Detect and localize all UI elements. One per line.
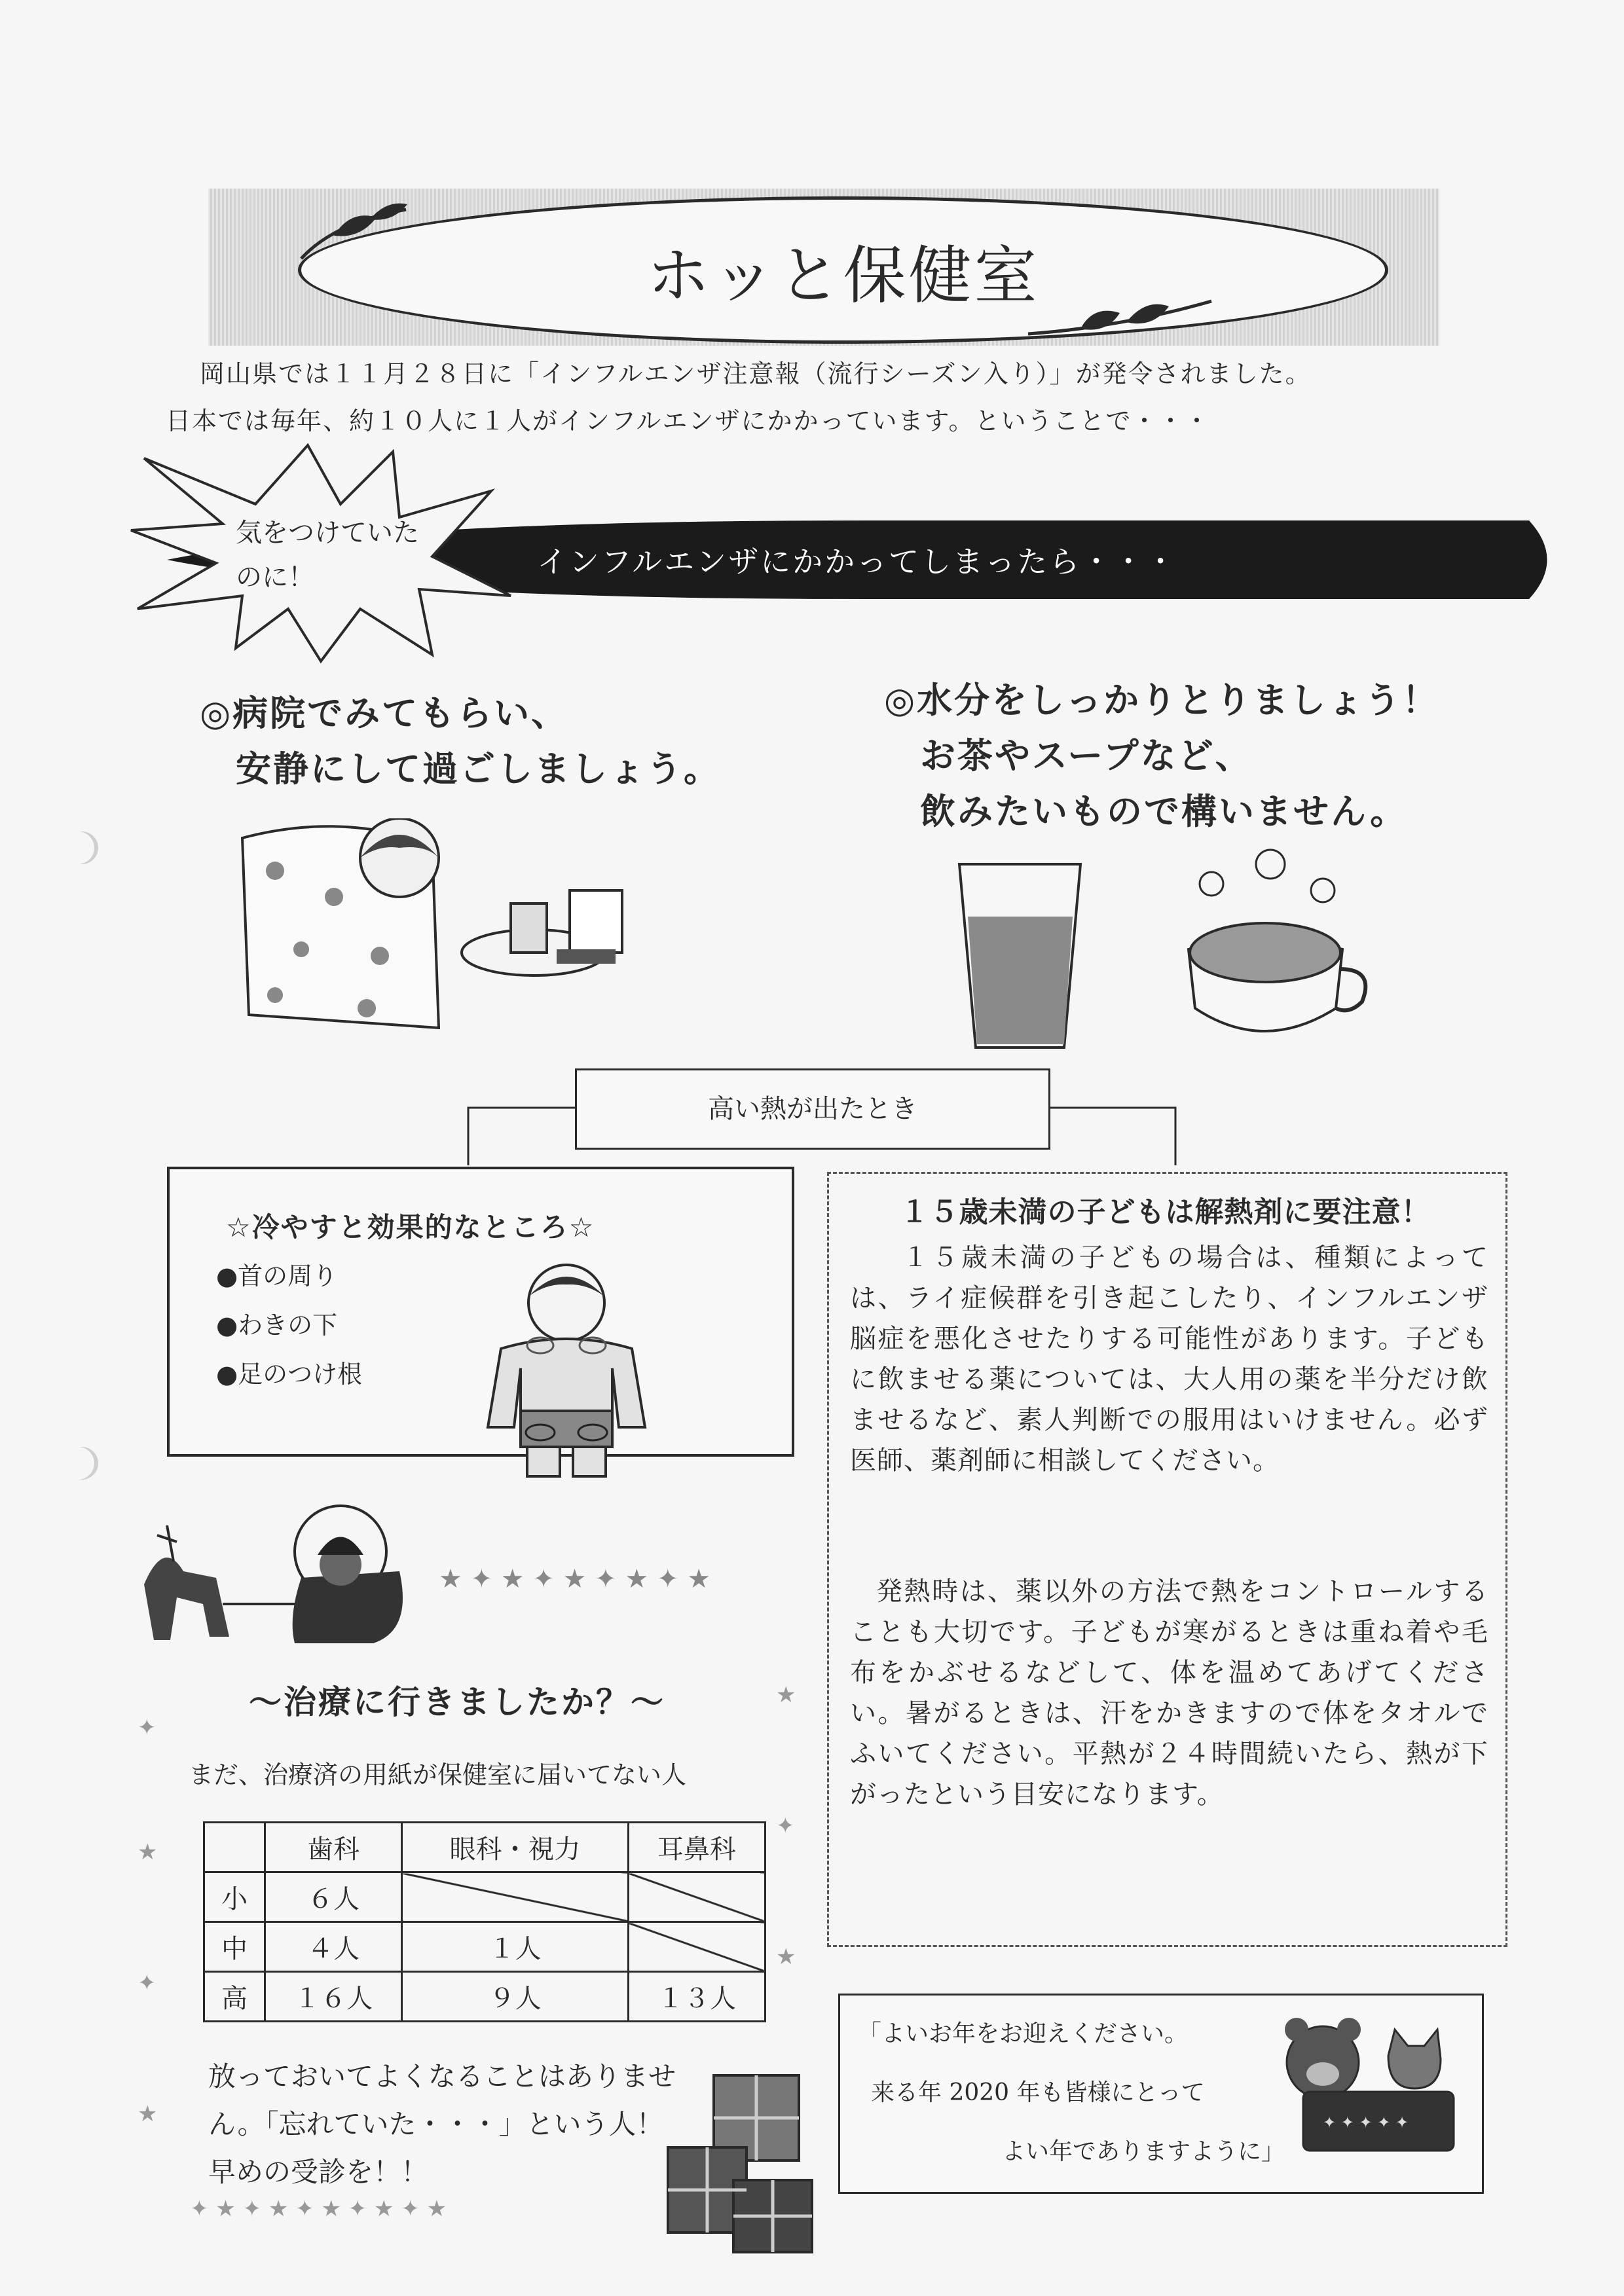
column-header: 歯科 bbox=[265, 1823, 402, 1872]
table-cell: ９人 bbox=[402, 1972, 628, 2022]
fever-label: 高い熱が出たとき bbox=[575, 1068, 1050, 1150]
star-decoration-icon bbox=[131, 1702, 170, 2226]
burst-text bbox=[236, 511, 452, 600]
table-row bbox=[204, 1872, 766, 1922]
banner-text: インフルエンザにかかってしまったら・・・ bbox=[537, 544, 1178, 579]
advice-right-2: お茶やスープなど、 bbox=[920, 735, 1253, 776]
svg-text:★: ★ bbox=[138, 2101, 158, 2127]
warning-paragraph-2: 発熱時は、薬以外の方法で熱をコントロールすることも大切です。子どもが寒がるときは重ね着や毛布をかぶせるなどして、体を温めてあげてください。暑がるときは、汗をかきますので体をタオルでふいてください。平熱が２４時間続いたら、熱が下がったという目安になります。 bbox=[850, 1576, 1488, 1810]
page-title: ホッと保健室 bbox=[646, 239, 1040, 312]
treatment-title: ～治療に行きましたか？～ bbox=[249, 1683, 665, 1721]
new-year-line-1: 「よいお年をお迎えください。 bbox=[858, 2020, 1189, 2047]
new-year-line-2: 来る年 2020 年も皆様にとって bbox=[871, 2079, 1205, 2106]
table-cell: １６人 bbox=[265, 1972, 402, 2022]
sick-child-in-bed-illustration bbox=[236, 818, 681, 1034]
table-header-row bbox=[204, 1823, 766, 1872]
svg-text:✦: ✦ bbox=[138, 1970, 157, 1996]
new-year-line-3: よい年でありますように」 bbox=[1002, 2138, 1285, 2165]
table-row bbox=[204, 1922, 766, 1972]
cooling-title: ☆冷やすと効果的なところ☆ bbox=[226, 1211, 595, 1243]
treatment-table bbox=[203, 1821, 766, 2022]
table-cell: ４人 bbox=[265, 1922, 402, 1972]
svg-text:✦: ✦ bbox=[138, 1715, 157, 1741]
table-cell: １人 bbox=[402, 1922, 628, 1972]
table-cell bbox=[628, 1872, 765, 1922]
table-cell: ６人 bbox=[265, 1872, 402, 1922]
warning-paragraph-1: １５歳未満の子どもの場合は、種類によっては、ライ症候群を引き起こしたり、インフルエンザ脳症を悪化させたりする可能性があります。子どもに飲ませる薬については、大人用の薬を半分だけ飲ませるなど、素人判断での服用はいけません。必ず医師、薬剤師に相談してください。 bbox=[850, 1243, 1488, 1476]
burst-line-1: 気をつけていた bbox=[236, 518, 419, 548]
table-cell bbox=[628, 1922, 765, 1972]
boy-body-illustration bbox=[449, 1264, 684, 1480]
svg-text:★ ✦ ★ ✦ ★ ✦ ★ ✦ ★: ★ ✦ ★ ✦ ★ ✦ ★ ✦ ★ bbox=[439, 1564, 711, 1594]
cooling-item-armpit: ●わきの下 bbox=[216, 1311, 338, 1339]
svg-text:✦: ✦ bbox=[776, 1813, 795, 1839]
row-label: 小 bbox=[204, 1872, 265, 1922]
table-corner-cell bbox=[204, 1823, 265, 1872]
intro-line-2: 日本では毎年、約１０人に１人がインフルエンザにかかっています。ということで・・・ bbox=[166, 407, 1211, 435]
column-header: 耳鼻科 bbox=[628, 1823, 765, 1872]
treatment-subtitle: まだ、治療済の用紙が保健室に届いてない人 bbox=[189, 1760, 687, 1789]
table-cell: １３人 bbox=[628, 1972, 765, 2022]
row-label: 中 bbox=[204, 1922, 265, 1972]
advice-right-1: ◎水分をしっかりとりましょう！ bbox=[884, 680, 1440, 721]
drink-and-soup-illustration bbox=[956, 845, 1441, 1054]
santa-sleigh-illustration bbox=[138, 1499, 465, 1669]
binder-hole bbox=[65, 831, 98, 864]
warning-title: １５歳未満の子どもは解熱剤に要注意！ bbox=[900, 1195, 1431, 1229]
intro-line-1: 岡山県では１１月２８日に「インフルエンザ注意報（流行シーズン入り）」が発令されました。 bbox=[200, 359, 1312, 388]
cooling-item-groin: ●足のつけ根 bbox=[216, 1360, 363, 1389]
row-label: 高 bbox=[204, 1972, 265, 2022]
cooling-item-neck: ●首の周り bbox=[216, 1262, 338, 1290]
star-decoration-icon bbox=[432, 1558, 812, 1597]
bear-and-cat-kotatsu-illustration bbox=[1277, 2010, 1467, 2174]
burst-line-2: のに！ bbox=[236, 562, 314, 592]
table-row bbox=[204, 1972, 766, 2022]
gift-box-icon bbox=[661, 2069, 819, 2259]
svg-text:★: ★ bbox=[776, 1682, 796, 1708]
svg-text:★: ★ bbox=[138, 1839, 158, 1865]
svg-text:✦ ✦ ✦ ✦ ✦: ✦ ✦ ✦ ✦ ✦ bbox=[1323, 2113, 1409, 2132]
svg-text:✦ ★ ✦ ★ ✦ ★ ✦ ★ ✦ ★: ✦ ★ ✦ ★ ✦ ★ ✦ ★ ✦ ★ bbox=[190, 2196, 447, 2222]
advice-right-3: 飲みたいもので構いません。 bbox=[920, 791, 1408, 832]
table-cell bbox=[402, 1872, 628, 1922]
star-decoration-icon bbox=[773, 1676, 812, 2134]
binder-hole bbox=[65, 1447, 98, 1480]
advice-left-1: ◎病院でみてもらい、 bbox=[200, 693, 569, 734]
advice-left-2: 安静にして過ごしましょう。 bbox=[236, 748, 721, 790]
treatment-footer: 放っておいてよくなることはありません。「忘れていた・・・」という人！早めの受診を！！ bbox=[208, 2060, 676, 2188]
svg-text:★: ★ bbox=[776, 1944, 796, 1970]
column-header: 眼科・視力 bbox=[402, 1823, 628, 1872]
